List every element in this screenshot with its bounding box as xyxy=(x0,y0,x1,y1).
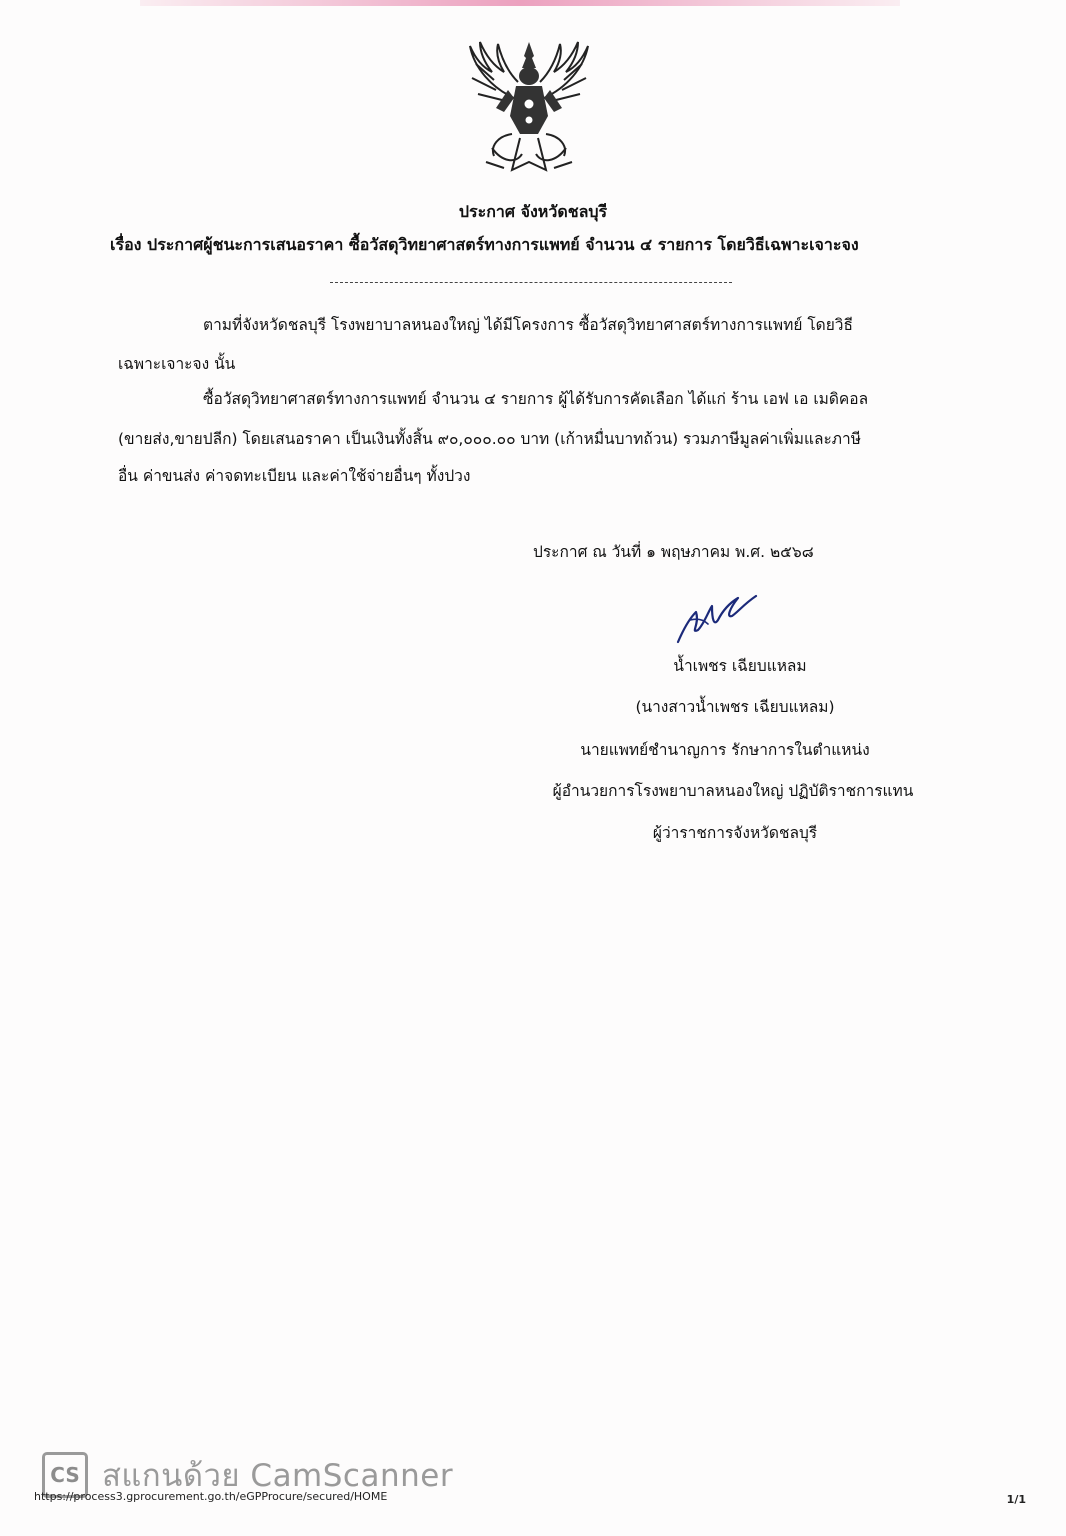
page-number: 1/1 xyxy=(1006,1493,1026,1506)
signer-full-name: (นางสาวน้ำเพชร เฉียบแหลม) xyxy=(635,698,835,716)
signer-position-2: ผู้อำนวยการโรงพยาบาลหนองใหญ่ ปฏิบัติราชการแทน xyxy=(552,782,914,800)
top-edge-stain xyxy=(140,0,900,6)
announcement-subject: เรื่อง ประกาศผู้ชนะการเสนอราคา ซื้อวัสดุวิทยาศาสตร์ทางการแพทย์ จำนวน ๔ รายการ โดยวิธีเฉพาะเจาะจง xyxy=(110,235,859,254)
announcement-date: ประกาศ ณ วันที่ ๑ พฤษภาคม พ.ศ. ๒๕๖๘ xyxy=(533,543,814,561)
paragraph-2-line-1: ซื้อวัสดุวิทยาศาสตร์ทางการแพทย์ จำนวน ๔ รายการ ผู้ได้รับการคัดเลือก ได้แก่ ร้าน เอฟ เอ เมดิคอล xyxy=(203,390,869,408)
camscanner-logo-icon: CS xyxy=(42,1452,88,1498)
paragraph-1-line-2: เฉพาะเจาะจง นั้น xyxy=(118,355,236,373)
footer-url: https://process3.gprocurement.go.th/eGPProcure/secured/HOME xyxy=(34,1490,388,1503)
garuda-emblem-icon xyxy=(462,38,596,178)
paragraph-1-line-1: ตามที่จังหวัดชลบุรี โรงพยาบาลหนองใหญ่ ได้มีโครงการ ซื้อวัสดุวิทยาศาสตร์ทางการแพทย์ โดยวิธี xyxy=(203,316,853,334)
signer-name: น้ำเพชร เฉียบแหลม xyxy=(673,657,807,675)
paragraph-2-line-3: อื่น ค่าขนส่ง ค่าจดทะเบียน และค่าใช้จ่ายอื่นๆ ทั้งปวง xyxy=(118,467,471,485)
camscanner-text: สแกนด้วย CamScanner xyxy=(102,1458,454,1494)
handwritten-signature xyxy=(660,590,770,646)
signer-position-1: นายแพทย์ชำนาญการ รักษาการในตำแหน่ง xyxy=(580,741,870,759)
signer-position-3: ผู้ว่าราชการจังหวัดชลบุรี xyxy=(652,824,818,842)
separator-line xyxy=(330,282,732,283)
paragraph-2-line-2: (ขายส่ง,ขายปลีก) โดยเสนอราคา เป็นเงินทั้งสิ้น ๙๐,๐๐๐.๐๐ บาท (เก้าหมื่นบาทถ้วน) รวมภาษีมูลค่าเพิ่มและภาษี xyxy=(118,430,861,448)
announcement-title: ประกาศ จังหวัดชลบุรี xyxy=(458,202,608,221)
